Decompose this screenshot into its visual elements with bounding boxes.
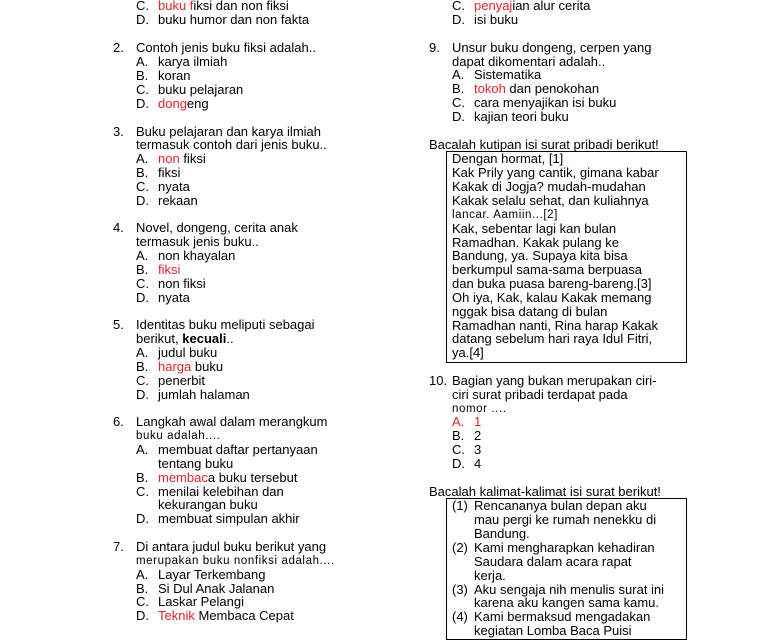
q4-question-line1: Novel, dongeng, cerita anak [136,220,298,235]
q6-question-line1: Langkah awal dalam merangkum [136,414,328,429]
q6-question-line2: buku adalah.... [136,430,221,442]
q7-question-line1: Di antara judul buku berikut yang [136,539,327,554]
q6-option-c-line2: kekurangan buku [158,497,258,512]
sentence-number: (3) [452,582,468,597]
letter-line: Ramadhan. Kakak pulang ke [452,235,619,250]
q8-option-d: D. isi buku [452,12,519,27]
q3-number: 3. [113,124,124,139]
q9-option-c: C. cara menyajikan isi buku [452,95,617,110]
q6-number: 6. [113,414,124,429]
letter-line: Dengan hormat, [1] [452,151,564,166]
letter-line: Kakak selalu sehat, dan kuliahnya [452,193,649,208]
q8-option-c: C. penyajian alur cerita [452,0,591,13]
q7-option-a: A. Layar Terkembang [136,567,266,582]
q10-question-line2: ciri surat pribadi terdapat pada [452,387,628,402]
letter-instruction: Bacalah kutipan isi surat pribadi berikut! [429,137,659,152]
letter-excerpt-box [446,151,687,363]
q7-option-c: C. Laskar Pelangi [136,594,244,609]
q3-question-line1: Buku pelajaran dan karya ilmiah [136,124,321,139]
q3-option-d: D. rekaan [136,193,198,208]
letter-line: datang sebelum hari raya Idul Fitri, [452,331,653,346]
q7-option-b: B. Si Dul Anak Jalanan [136,581,275,596]
sentences-instruction: Bacalah kalimat-kalimat isi surat berikut! [429,484,661,499]
sentence-line: Saudara dalam acara rapat [474,554,632,569]
q10-question-line3: nomor .... [452,403,507,415]
q6-option-c: C. menilai kelebihan dan [136,484,284,499]
q7-option-d: D. Teknik Membaca Cepat [136,608,294,623]
q4-option-d: D. nyata [136,290,190,305]
q9-option-d: D. kajian teori buku [452,109,569,124]
letter-line: berkumpul sama-sama berpuasa [452,262,643,277]
q9-option-b: B. tokoh dan penokohan [452,81,600,96]
q4-option-a: A. non khayalan [136,248,236,263]
q3-option-a: A. non fiksi [136,151,206,166]
q7-number: 7. [113,539,124,554]
sentence-line: Aku sengaja nih menulis surat ini [474,582,665,597]
q7-question-line2: merupakan buku nonfiksi adalah.... [136,555,335,567]
q5-option-a: A. judul buku [136,345,218,360]
q5-question-line2: berikut, kecuali.. [136,331,234,346]
q6-option-a-line2: tentang buku [158,456,234,471]
letter-line: nggak bisa datang di bulan [452,304,608,319]
letter-line: ya.[4] [452,345,484,360]
sentence-line: kerja. [474,568,506,583]
q6-option-d: D. membuat simpulan akhir [136,511,300,526]
sentence-line: Kami bermaksud mengadakan [474,609,651,624]
q9-option-a: A. Sistematika [452,67,542,82]
q10-option-d: D. 4 [452,456,482,471]
q4-option-b: B. fiksi [136,262,181,277]
q10-option-a: A. 1 [452,414,482,429]
letter-line: Oh iya, Kak, kalau Kakak memang [452,290,652,305]
q4-number: 4. [113,220,124,235]
letter-line: Kak, sebentar lagi kan bulan [452,221,617,236]
letter-line: Kakak di Jogja? mudah-mudahan [452,179,646,194]
q2-option-a: A. karya ilmiah [136,54,228,69]
q2-question: Contoh jenis buku fiksi adalah.. [136,40,316,55]
sentence-line: kegiatan Lomba Baca Puisi [474,623,632,638]
sentence-line: mau pergi ke rumah nenekku di [474,512,657,527]
q10-option-c: C. 3 [452,442,482,457]
letter-line: Bandung, ya. Supaya kita bisa [452,248,628,263]
q1-option-d: D. buku humor dan non fakta [136,12,310,27]
q4-option-c: C. non fiksi [136,276,206,291]
sentence-line: Kami mengharapkan kehadiran [474,540,655,555]
q4-question-line2: termasuk jenis buku.. [136,234,259,249]
q5-option-d: D. jumlah halaman [136,387,250,402]
letter-line: dan buka puasa bareng-bareng.[3] [452,276,652,291]
q6-option-a: A. membuat daftar pertanyaan [136,442,318,457]
q1-option-c: C. buku fiksi dan non fiksi [136,0,289,13]
q9-number: 9. [429,40,440,55]
sentence-number: (1) [452,498,468,513]
sentence-number: (4) [452,609,468,624]
q5-question-line1: Identitas buku meliputi sebagai [136,317,315,332]
q9-question-line1: Unsur buku dongeng, cerpen yang [452,40,652,55]
sentence-number: (2) [452,540,468,555]
q2-option-b: B. koran [136,68,191,83]
q3-question-line2: termasuk contoh dari jenis buku.. [136,137,327,152]
letter-line: lancar. Aamiin...[2] [452,209,558,221]
sentence-line: Bandung. [474,526,530,541]
q2-option-d: D. dongeng [136,96,209,111]
q5-option-c: C. penerbit [136,373,205,388]
q2-number: 2. [113,40,124,55]
q10-number: 10. [429,373,448,388]
q5-number: 5. [113,317,124,332]
letter-line: Kak Prily yang cantik, gimana kabar [452,165,659,180]
sentence-line: Rencananya bulan depan aku [474,498,647,513]
q5-option-b: B. harga buku [136,359,224,374]
sentence-line: karena aku kangen sama kamu. [474,595,659,610]
letter-line: Ramadhan nanti, Rina harap Kakak [452,318,658,333]
q9-question-line2: dapat dikomentari adalah.. [452,54,606,69]
q10-option-b: B. 2 [452,428,482,443]
sentences-box [446,498,687,640]
q6-option-b: B. membaca buku tersebut [136,470,298,485]
q3-option-c: C. nyata [136,179,190,194]
q10-question-line1: Bagian yang bukan merupakan ciri- [452,373,657,388]
q2-option-c: C. buku pelajaran [136,82,244,97]
q3-option-b: B. fiksi [136,165,181,180]
